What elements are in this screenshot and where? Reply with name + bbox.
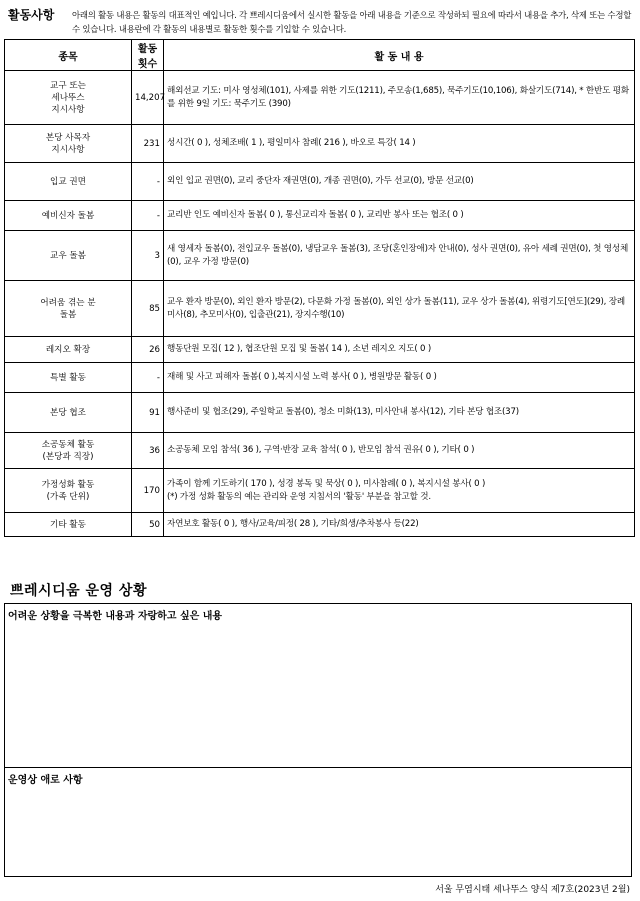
row-category: 기타 활동 [5,513,132,537]
table-row [5,337,635,363]
row-details: 외인 입교 권면(0), 교리 중단자 재권면(0), 개종 권면(0), 가두 선교(0), 방문 선교(0) [164,163,635,201]
table-row [5,163,635,201]
table-header-row [5,40,635,71]
table-row [5,513,635,537]
operation-section-title: 쁘레시디움 운영 상황 [10,583,147,599]
row-details: 교우 환자 방문(0), 외인 환자 방문(2), 다문화 가정 돌봄(0), 외인 상가 돌봄(11), 교우 상가 돌봄(4), 위령기도[연도](29), 장례미사(8), 추모미사(0), 입출관(21), 장지수행(10) [164,281,635,337]
row-details: 자연보호 활동( 0 ), 행사/교육/피정( 28 ), 기타/희생/추차봉사 등(22) [164,513,635,537]
column-header-count: 활동횟수 [132,40,164,71]
achievements-box[interactable] [4,603,632,768]
row-details: 행동단원 모집( 12 ), 협조단원 모집 및 돌봄( 14 ), 소년 레지오 지도( 0 ) [164,337,635,363]
row-details: 성시간( 0 ), 성체조배( 1 ), 평일미사 참례( 216 ), 바오로 특강( 14 ) [164,125,635,163]
table-row [5,231,635,281]
row-count: 170 [132,469,164,513]
table-row [5,201,635,231]
row-details: 해외선교 기도: 미사 영성체(101), 사제를 위한 기도(1211), 주모송(1,685), 묵주기도(10,106), 화살기도(714), * 한반도 평화를 위한 9일 기도: 묵주기도 (390) [164,71,635,125]
column-header-category: 종목 [5,40,132,71]
difficulties-box[interactable] [4,767,632,877]
row-details: 재해 및 사고 피해자 돌봄( 0 ),복지시설 노력 봉사( 0 ), 병원방문 활동( 0 ) [164,363,635,393]
row-category: 어려움 겪는 분 돌봄 [5,281,132,337]
row-count: - [132,163,164,201]
row-details: 새 영세자 돌봄(0), 전입교우 돌봄(0), 냉담교우 돌봄(3), 조당(혼인장애)자 안내(0), 성사 권면(0), 유아 세례 권면(0), 첫 영성체(0), 교우 가정 방문(0) [164,231,635,281]
row-details: 가족이 함께 기도하기( 170 ), 성경 봉독 및 묵상( 0 ), 미사참례( 0 ), 복지시설 봉사( 0 ) (*) 가정 성화 활동의 예는 관리와 운영 지침서의 '활동' 부분을 참고할 것. [164,469,635,513]
table-row [5,71,635,125]
instruction-note: 아래의 활동 내용은 활동의 대표적인 예입니다. 각 쁘레시디움에서 실시한 활동을 아래 내용을 기준으로 작성하되 필요에 따라서 내용을 추가, 삭제 또는 수정할 수 있습니다. 내용란에 각 활동의 내용별로 활동한 횟수를 기입할 수 있습니다. [72,10,632,34]
row-details: 행사준비 및 협조(29), 주일학교 돌봄(0), 청소 미화(13), 미사안내 봉사(12), 기타 본당 협조(37) [164,393,635,433]
row-category: 본당 협조 [5,393,132,433]
row-category: 예비신자 돌봄 [5,201,132,231]
row-count: - [132,201,164,231]
row-count: 36 [132,433,164,469]
achievements-box-label: 어려운 상황을 극복한 내용과 자랑하고 싶은 내용 [8,611,223,622]
table-row [5,433,635,469]
column-header-details: 활 동 내 용 [164,40,635,71]
form-footer: 서울 무염시태 세나뚜스 양식 제7호(2023년 2월) [435,885,630,895]
table-row [5,393,635,433]
row-category: 입교 권면 [5,163,132,201]
row-count: 14,207 [132,71,164,125]
row-count: 91 [132,393,164,433]
row-count: 50 [132,513,164,537]
table-row [5,125,635,163]
row-category: 소공동체 활동 (본당과 직장) [5,433,132,469]
table-row [5,281,635,337]
row-details: 소공동체 모임 참석( 36 ), 구역·반장 교육 참석( 0 ), 반모임 참석 권유( 0 ), 기타( 0 ) [164,433,635,469]
row-category: 교구 또는 세나뚜스 지시사항 [5,71,132,125]
row-count: 3 [132,231,164,281]
row-category: 가정성화 활동 (가족 단위) [5,469,132,513]
row-count: 85 [132,281,164,337]
table-row [5,469,635,513]
activity-table [4,39,635,537]
row-category: 레지오 확장 [5,337,132,363]
row-category: 특별 활동 [5,363,132,393]
row-category: 본당 사목자 지시사항 [5,125,132,163]
row-details: 교리반 인도 예비신자 돌봄( 0 ), 통신교리자 돌봄( 0 ), 교리반 봉사 또는 협조( 0 ) [164,201,635,231]
row-count: - [132,363,164,393]
row-category: 교우 돌봄 [5,231,132,281]
row-count: 26 [132,337,164,363]
row-count: 231 [132,125,164,163]
difficulties-box-label: 운영상 애로 사항 [8,775,83,786]
section-title-activities: 활동사항 [8,8,55,22]
table-row [5,363,635,393]
